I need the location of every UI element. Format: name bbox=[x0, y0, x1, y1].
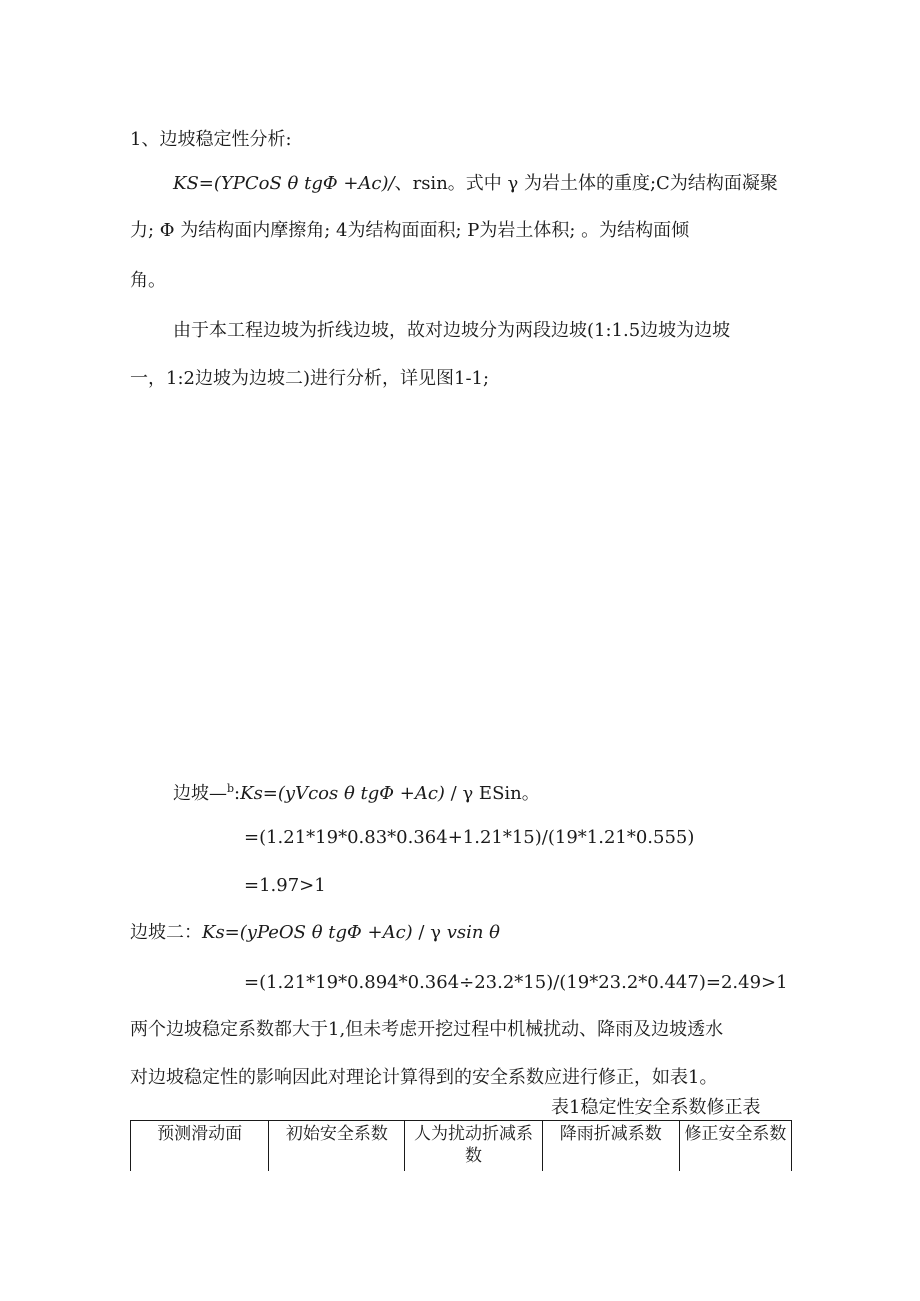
slope-one-colon: : bbox=[234, 783, 241, 804]
table-header-cell: 人为扰动折减系数 bbox=[405, 1121, 542, 1172]
slope-two-expression: Ks=(yPeOS θ tgΦ +Ac) bbox=[202, 922, 413, 943]
slope-two-label: 边坡二： bbox=[130, 922, 202, 943]
analysis-paragraph-cont: 一，1:2边坡为边坡二)进行分析，详见图1-1; bbox=[130, 368, 490, 389]
formula-paragraph bbox=[173, 172, 778, 196]
table-caption: 表1稳定性安全系数修正表 bbox=[551, 1097, 761, 1118]
slope-one-label: 边坡— bbox=[173, 783, 227, 804]
formula-definition-end: 角。 bbox=[130, 270, 166, 291]
slope-two-expression-end: vsin θ bbox=[446, 922, 501, 943]
slope-two-formula bbox=[130, 921, 500, 945]
conclusion-paragraph-cont: 对边坡稳定性的影响因此对理论计算得到的安全系数应进行修正，如表1。 bbox=[130, 1067, 718, 1088]
stability-formula: KS=(YPCoS θ tgΦ +Ac)/ bbox=[173, 173, 395, 194]
table-header-cell: 降雨折减系数 bbox=[542, 1121, 679, 1172]
formula-definition-cont: 力; Φ 为结构面内摩擦角; 4为结构面面积; P为岩土体积; 。为结构面倾 bbox=[130, 220, 690, 241]
slope-one-expression: Ks=(yVcos θ tgΦ +Ac) bbox=[240, 783, 445, 804]
analysis-paragraph: 由于本工程边坡为折线边坡，故对边坡分为两段边坡(1:1.5边坡为边坡 bbox=[173, 320, 731, 341]
table-header-cell: 初始安全系数 bbox=[269, 1121, 405, 1172]
slope-two-calculation: =(1.21*19*0.894*0.364÷23.2*15)/(19*23.2*0.447)=2.49>1 bbox=[244, 972, 788, 993]
slope-one-expression-rest: / γ ESin。 bbox=[444, 783, 540, 804]
correction-table bbox=[130, 1120, 792, 1171]
slope-two-expression-mid: / γ bbox=[412, 922, 447, 943]
conclusion-paragraph: 两个边坡稳定系数都大于1,但未考虑开挖过程中机械扰动、降雨及边坡透水 bbox=[130, 1019, 724, 1040]
table-header-cell: 修正安全系数 bbox=[679, 1121, 791, 1172]
slope-one-calculation: =(1.21*19*0.83*0.364+1.21*15)/(19*1.21*0.555) bbox=[244, 827, 695, 848]
table-header-row bbox=[131, 1121, 792, 1172]
section-heading: 1、边坡稳定性分析: bbox=[130, 129, 292, 150]
slope-one-formula bbox=[173, 777, 540, 806]
slope-one-result: =1.97>1 bbox=[244, 875, 326, 896]
slope-one-superscript: b bbox=[227, 782, 235, 795]
table-header-cell: 预测滑动面 bbox=[131, 1121, 269, 1172]
formula-definition: 、rsin。式中 γ 为岩土体的重度;C为结构面凝聚 bbox=[394, 173, 778, 194]
